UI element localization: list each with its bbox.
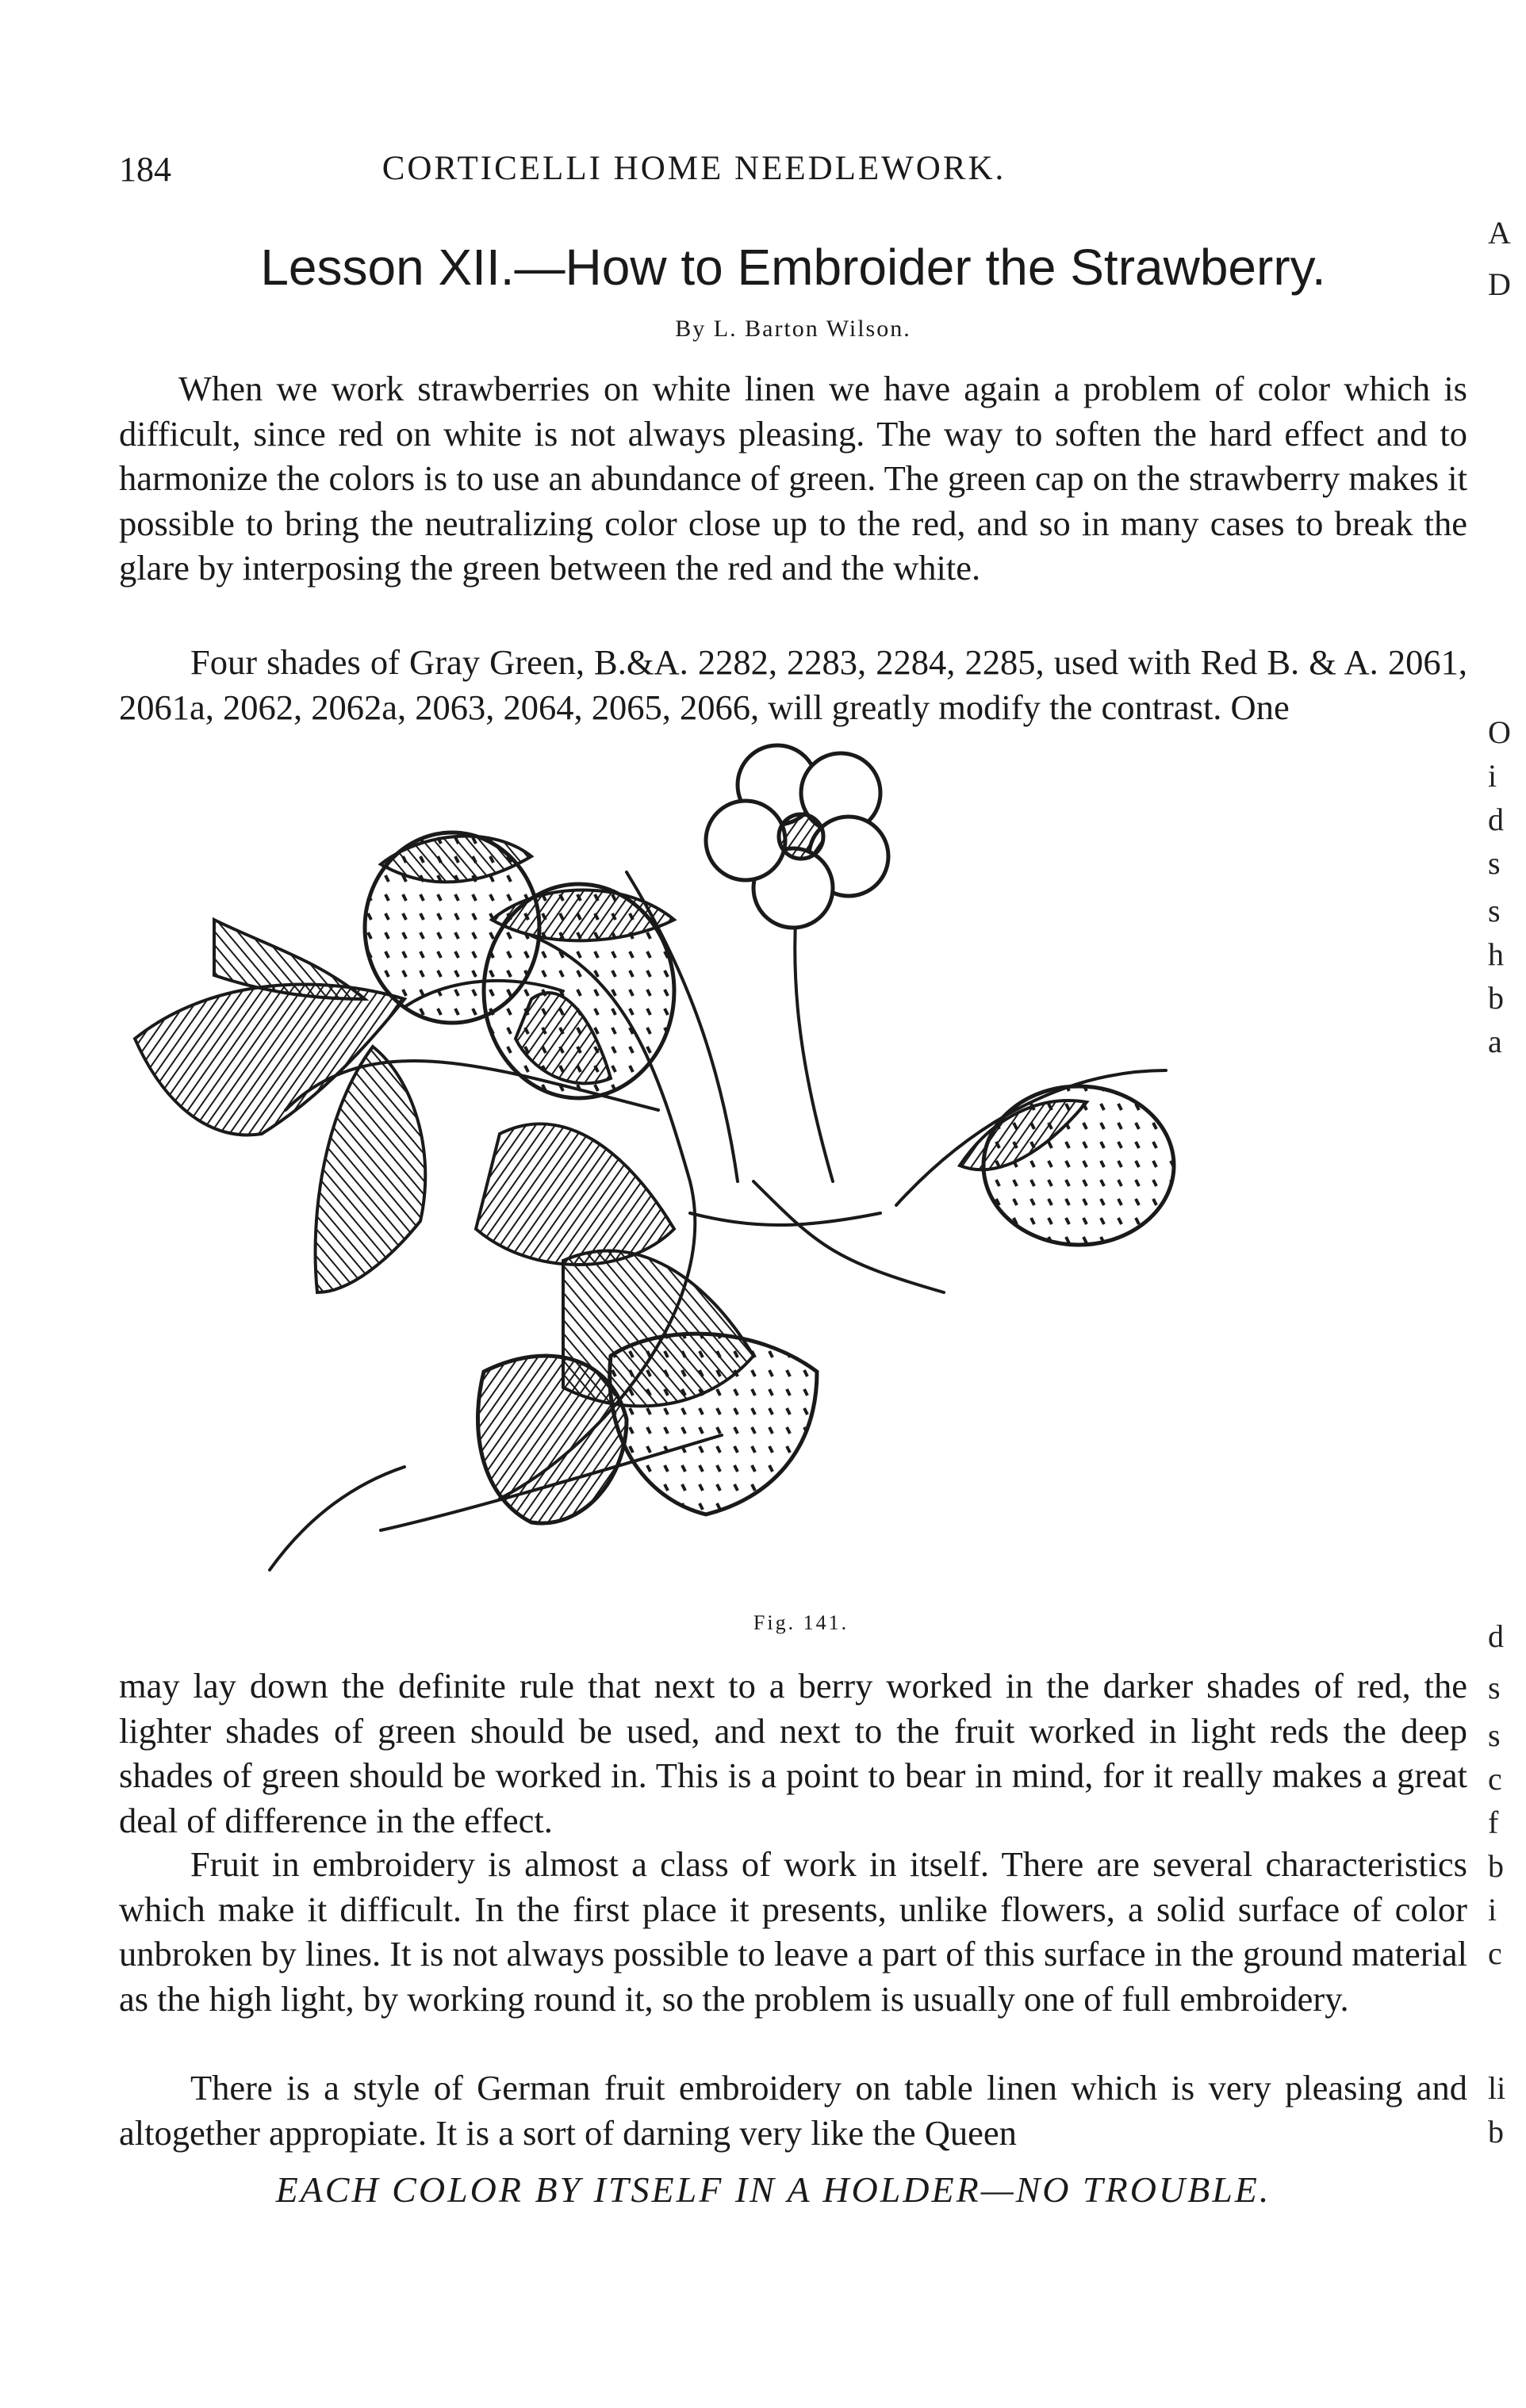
- edge-fragment: b: [1488, 1848, 1504, 1884]
- figure-caption: Fig. 141.: [753, 1611, 849, 1634]
- edge-fragment: c: [1488, 1935, 1502, 1971]
- byline: By L. Barton Wilson.: [675, 316, 911, 342]
- edge-fragment: b: [1488, 980, 1504, 1016]
- lesson-title: Lesson XII.—How to Embroider the Strawberry.: [260, 239, 1326, 296]
- edge-fragment: d: [1488, 1618, 1504, 1654]
- edge-fragment: d: [1488, 802, 1504, 837]
- edge-fragment: D: [1488, 266, 1511, 302]
- edge-fragment: s: [1488, 893, 1501, 928]
- edge-fragment: s: [1488, 845, 1501, 881]
- paragraph-3: may lay down the definite rule that next to a berry worked in the darker shades of red, the lighter shades of green should be used, and next to the fruit worked in light reds the deep shades of green should be worked in. This is a point to bear in mind, for it really makes a great deal of difference in the effect.: [119, 1666, 1467, 1840]
- strawberry-illustration: [119, 737, 1483, 1602]
- edge-fragment: h: [1488, 936, 1504, 972]
- edge-fragment: O: [1488, 714, 1511, 750]
- page-number: 184: [119, 150, 171, 189]
- strawberry-figure: [119, 737, 1483, 1633]
- paragraph-4: Fruit in embroidery is almost a class of work in itself. There are several characteristics which make it difficult. In the first place it presents, unlike flowers, a solid surface of color unbroken by lines. It is not always possible to leave a part of this surface in the ground material as the high light, by working round it, so the problem is usually one of full embroidery.: [119, 1844, 1467, 2019]
- footer-slogan: EACH COLOR BY ITSELF IN A HOLDER—NO TROUBLE.: [275, 2169, 1271, 2210]
- adjacent-page-edge: [1485, 0, 1526, 2408]
- edge-fragment: li: [1488, 2070, 1506, 2106]
- paragraph-5: There is a style of German fruit embroidery on table linen which is very pleasing and altogether appropiate. It is a sort of darning very like the Queen: [119, 2068, 1467, 2153]
- edge-fragment: A: [1488, 215, 1511, 251]
- paragraph-2: Four shades of Gray Green, B.&A. 2282, 2283, 2284, 2285, used with Red B. & A. 2061, 2061a, 2062, 2062a, 2063, 2064, 2065, 2066, will greatly modify the contrast. One: [119, 642, 1467, 727]
- edge-fragment: s: [1488, 1717, 1501, 1753]
- edge-fragment: i: [1488, 758, 1497, 794]
- blossom: [706, 745, 888, 928]
- edge-fragment: s: [1488, 1670, 1501, 1706]
- edge-fragment: i: [1488, 1892, 1497, 1928]
- running-title: CORTICELLI HOME NEEDLEWORK.: [382, 150, 1006, 187]
- running-head: [119, 149, 1436, 205]
- edge-fragment: a: [1488, 1024, 1502, 1059]
- paragraph-1: When we work strawberries on white linen we have again a problem of color which is difficult, since red on white is not always pleasing. The way to soften the hard effect and to harmonize the colors is to use an abundance of green. The green cap on the strawberry makes it possible to bring the neutralizing color close up to the red, and so in many cases to break the glare by interposing the green between the red and the white.: [119, 369, 1467, 588]
- edge-fragment: b: [1488, 2114, 1504, 2150]
- edge-fragment: c: [1488, 1761, 1502, 1797]
- edge-fragment: f: [1488, 1805, 1499, 1840]
